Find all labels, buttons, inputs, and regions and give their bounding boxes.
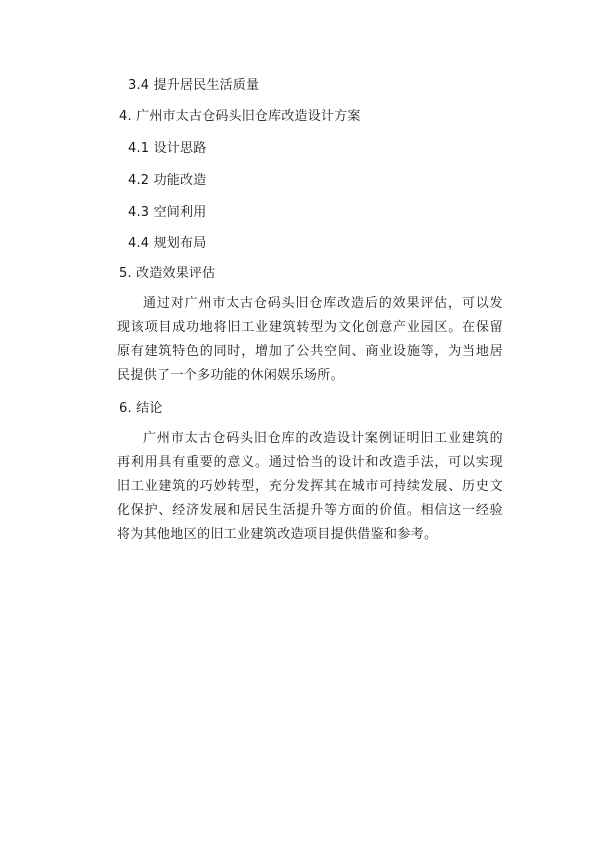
section-heading-6: 6. 结论: [119, 401, 163, 416]
evaluation-paragraph: 通过对广州市太古仓码头旧仓库改造后的效果评估，可以发现该项目成功地将旧工业建筑转型为文化创意产业园区。在保留原有建筑特色的同时，增加了公共空间、商业设施等，为当地居民提供了一个多功能的休闲娱乐场所。: [117, 296, 503, 383]
outline-item-3-4: 3.4 提升居民生活质量: [128, 78, 260, 93]
outline-item-4-4: 4.4 规划布局: [128, 236, 207, 251]
section-heading-4: 4. 广州市太古仓码头旧仓库改造设计方案: [119, 109, 361, 124]
outline-item-4-1: 4.1 设计思路: [128, 141, 207, 156]
outline-item-4-3: 4.3 空间利用: [128, 205, 207, 220]
outline-item-4-2: 4.2 功能改造: [128, 173, 207, 188]
conclusion-paragraph: 广州市太古仓码头旧仓库的改造设计案例证明旧工业建筑的再利用具有重要的意义。通过恰当的设计和改造手法，可以实现旧工业建筑的巧妙转型，充分发挥其在城市可持续发展、历史文化保护、经济发展和居民生活提升等方面的价值。相信这一经验将为其他地区的旧工业建筑改造项目提供借鉴和参考。: [117, 431, 503, 542]
section-heading-5: 5. 改造效果评估: [119, 266, 216, 281]
